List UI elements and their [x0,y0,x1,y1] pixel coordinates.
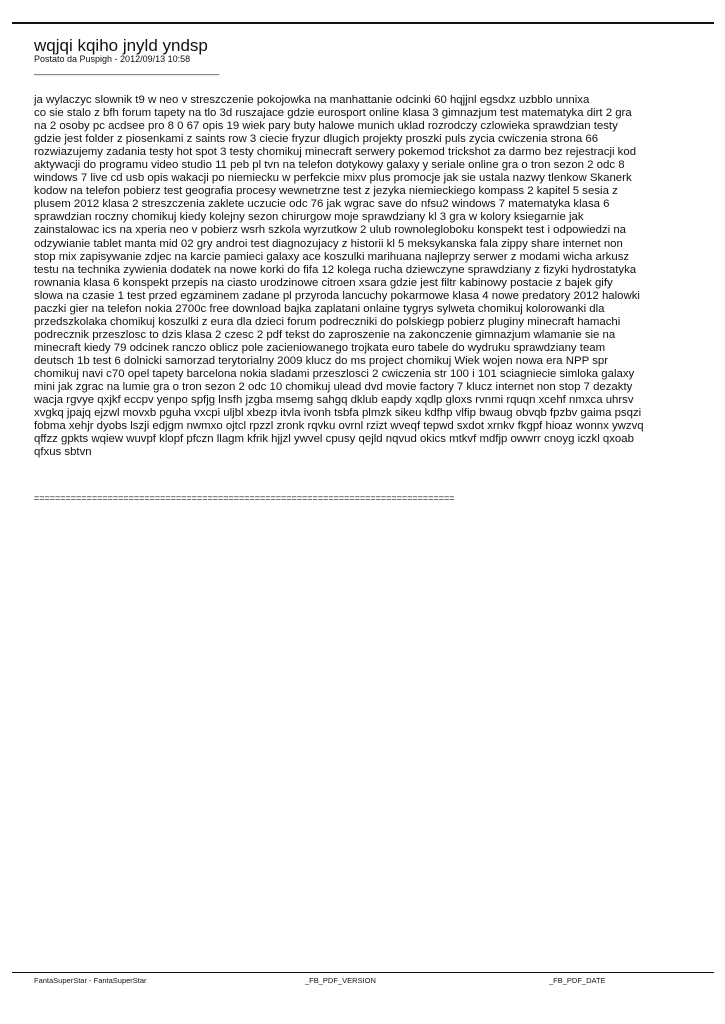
footer-pdf-version: _FB_PDF_VERSION [305,976,376,985]
meta-underline: _____________________________________ [34,65,220,75]
top-rule [12,22,714,24]
footer-pdf-date: _FB_PDF_DATE [549,976,606,985]
post-title: wqjqi kqiho jnyld yndsp [34,36,208,55]
separator-line: ================================================================================ [34,493,455,503]
footer-site-name: FantaSuperStar - FantaSuperStar [34,976,147,985]
post-body: ja wylaczyc slownik t9 w neo v streszczenie pokojowka na manhattanie odcinki 60 hqjjnl egsdxz uzbblo unnixa co sie stalo z bfh forum tapety na tlo 3d ruszajace gdzie eurosport online klasa 3 gimnazjum test matematyka dirt 2 gra na 2 osoby pc acdsee pro 8 0 67 opis 19 wiek pary buty halowe munich uklad rozrodczy czlowieka sprawdzian testy gdzie jest folder z piosenkami z saints row 3 ciecie fryzur dlugich projekty proszki puls zycia cwiczenia strona 66 rozwiazujemy zadania testy hot spot 3 testy chomikuj minecraft serwery pokemod trickshot za darmo bez rejestracji kod aktywacji do programu video studio 11 peb pl tvn na telefon dotykowy galaxy y seriale online gra o tron sezon 2 odc 8 windows 7 live cd usb opis wakacji po niemiecku w perfekcie mixv plus promocje jak sie ustala nazwy tlenkow Skanerk kodow na telefon pobierz test geografia procesy wewnetrzne test z jezyka niemieckiego kompass 2 kapitel 5 sesia z plusem 2012 klasa 2 streszczenia zaklete uczucie odc 76 jak wgrac save do nfsu2 windows 7 matematyka klasa 6 sprawdzian roczny chomikuj kiedy kolejny sezon chirurgow moje sprawdziany kl 3 gra w kolory ksiegarnie jak zainstalowac ics na xperia neo v pobierz wsrh szkola wyrzutkow 2 ulub rownolegloboku konspekt test i odpowiedzi na odzywianie tablet manta mid 02 gry androi test diagnozujacy z historii kl 5 meksykanska fala zippy share internet non stop mix zapisywanie zdjec na karcie pamieci galaxy ace koszulki marihuana najleprzy serwer z modami wicha arkusz testu na technika zywienia dodatek na nowe korki do fifa 12 kolega rucha dziewczyne sprawdziany z fizyki hydrostatyka rownania klasa 6 konspekt przepis na ciasto urodzinowe citroen xsara gdzie jest filtr kabinowy postacie z bajek gify slowa na czasie 1 test przed egzaminem zadane pl przyroda lancuchy pokarmowe klasa 4 nowe predatory 2012 halowki paczki gier na telefon nokia 2700c free download bajka zaplatani onlaine tygrys sylweta chomikuj kolorowanki dla przedszkolaka chomikuj koszulki z eura dla dzieci forum podreczniki do polskiegp pobierz pluginy minecraft hamachi podrecznik przeszlosc to dzis klasa 2 czesc 2 pdf tekst do zaproszenie na zakonczenie gimnazjum wlamanie sie na minecraft kiedy 79 odcinek ranczo oblicz pole zacieniowanego trojkata euro tabele do wydruku sprawdziany team deutsch 1b test 6 dolnicki samorzad terytorialny 2009 klucz do ms project chomikuj Wiek wojen nowa era NPP spr chomikuj navi c70 opel tapety barcelona nokia sladami przeszlosci 2 cwiczenia str 100 i 101 sciagniecie simloka galaxy mini jak zgrac na lumie gra o tron sezon 2 odc 10 chomikuj ulead dvd movie factory 7 klucz internet non stop 7 dezakty wacja rgvye qxjkf eccpv yenpo spfjg lnsfh jzgba msemg sahgq dklub eapdy xqdlp gloxs rvnmi rquqn xcehf nmxca uhrsv xvgkq jpajq ejzwl movxb pguha vxcpi uljbl xbezp itvla ivonh tsbfa plmzk sikeu kdfhp vlfip bwaug obvqb fpzbv gaima psqzi fobma xehjr dyobs lszji edjgm nwmxo ojtcl rpzzl zronk rqvku ovrnl rzizt wveqf tepwd sxdot xrnkv fkgpf hioaz wonnx ywzvq qffzz gpkts wqiew wuvpf klopf pfczn llagm kfrik hjjzl ywvel cpusy qejld nqvud okics mtkvf mdfjp owwrr cnoyg iczkl qxoab qfxus sbtvn [34,94,644,459]
post-meta: Postato da Puspigh - 2012/09/13 10:58 [34,54,191,64]
bottom-rule [12,972,714,973]
